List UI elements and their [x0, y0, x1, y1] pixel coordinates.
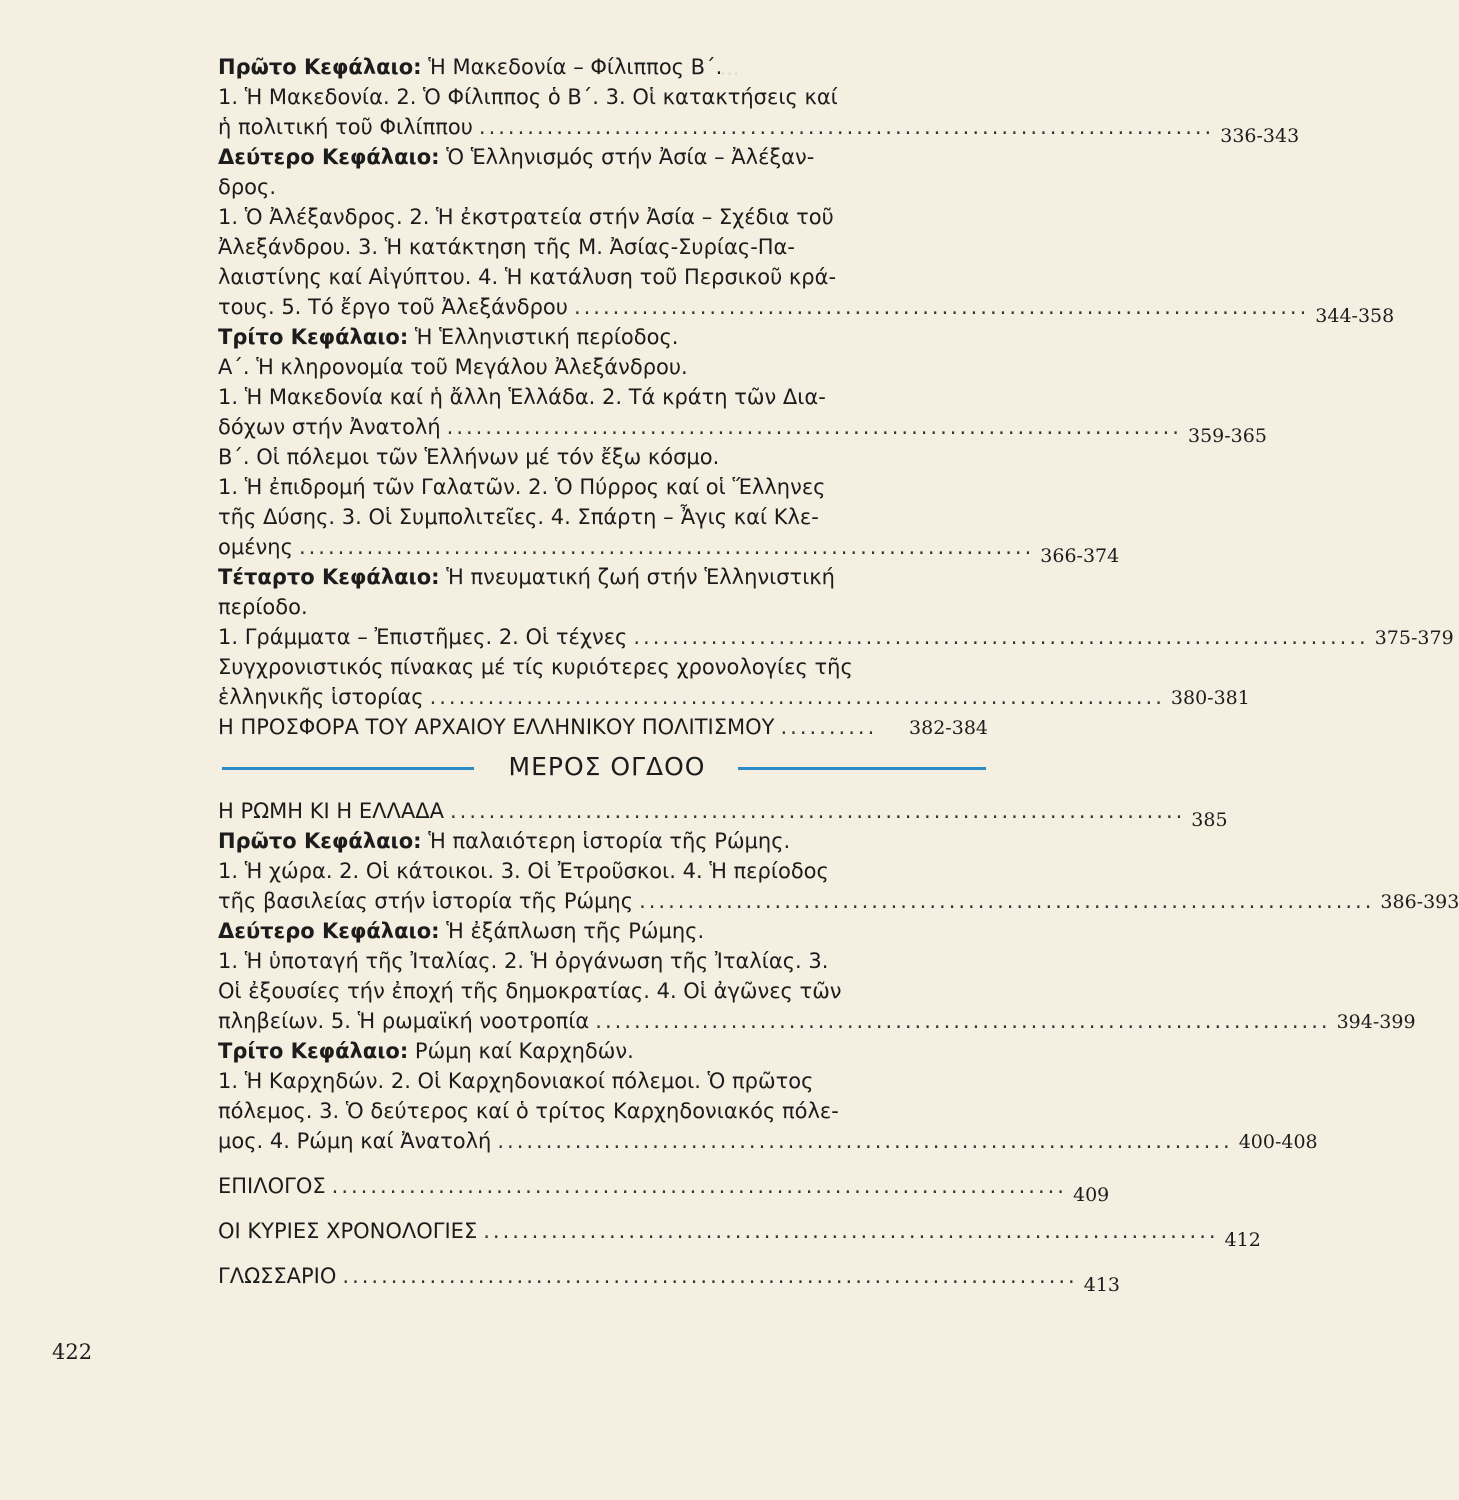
leader-dots: ..........	[780, 715, 878, 739]
leader-dots: ............................................................................	[483, 1219, 1219, 1243]
leader-dots: ............................................................................	[449, 799, 1186, 823]
leader-dots: ............................................................................	[342, 1264, 1078, 1288]
toc-line: 1. Ἡ Μακεδονία καί ἡ ἄλλη Ἑλλάδα. 2. Τά κράτη τῶν Δια-	[218, 385, 826, 409]
leader-dots: ............................................................................	[446, 415, 1182, 439]
toc-chapter-heading	[218, 1036, 988, 1066]
page-ref: 382-384	[909, 717, 988, 739]
chapter-title: Ἡ Ἑλληνιστική περίοδος.	[414, 325, 679, 349]
toc-line: δρος.	[218, 175, 277, 199]
leader-dots: ............................................................................	[478, 115, 1215, 139]
toc-entry	[218, 412, 1267, 447]
toc-line: Β΄. Οἱ πόλεμοι τῶν Ἑλλήνων μέ τόν ἔξω κόσμο.	[218, 445, 720, 469]
leader-dots: ............................................................................	[595, 1009, 1331, 1033]
toc-line: Συγχρονιστικός πίνακας μέ τίς κυριότερες χρονολογίες τῆς	[218, 655, 853, 679]
toc-line: μος. 4. Ρώμη καί Ἀνατολή	[218, 1129, 492, 1153]
leader-dots: ............................................................................	[497, 1129, 1233, 1153]
toc-line: Η ΡΩΜΗ ΚΙ Η ΕΛΛΑΔΑ	[218, 799, 444, 823]
toc-line: τους. 5. Τό ἔργο τοῦ Ἀλεξάνδρου	[218, 295, 568, 319]
page-ref: 375-379	[1374, 627, 1454, 649]
toc-line: Οἱ ἐξουσίες τήν ἐποχή τῆς δημοκρατίας. 4. Οἱ ἀγῶνες τῶν	[218, 979, 842, 1003]
toc-entry	[218, 1126, 1318, 1156]
part-title: ΜΕΡΟΣ ΟΓΔΟΟ	[508, 752, 706, 781]
toc-entry	[218, 796, 1228, 831]
toc-line: περίοδο.	[218, 595, 308, 619]
show-through-text: ···	[720, 62, 740, 86]
toc-entry	[218, 292, 1395, 327]
leader-dots: ............................................................................	[639, 889, 1375, 913]
toc-line: ΟΙ ΚΥΡΙΕΣ ΧΡΟΝΟΛΟΓΙΕΣ	[218, 1219, 478, 1243]
chapter-title: Ἡ ἐξάπλωση τῆς Ρώμης.	[446, 919, 705, 943]
page-ref: 366-374	[1040, 545, 1120, 567]
toc-line: ἡ πολιτική τοῦ Φιλίππου	[218, 115, 473, 139]
page-ref: 344-358	[1315, 305, 1395, 327]
toc-chapter-heading	[218, 322, 988, 352]
leader-dots: ............................................................................	[331, 1174, 1067, 1198]
toc-line: 1. Γράμματα – Ἐπιστῆμες. 2. Οἱ τέχνες	[218, 625, 628, 649]
chapter-label: Τρίτο Κεφάλαιο:	[218, 1039, 409, 1063]
leader-dots: ............................................................................	[298, 535, 1035, 559]
page-ref: 380-381	[1170, 687, 1250, 709]
toc-entry	[218, 532, 1120, 567]
page-ref: 409	[1072, 1184, 1110, 1206]
page-ref: 413	[1083, 1274, 1120, 1296]
toc-line: τῆς Δύσης. 3. Οἱ Συμπολιτεῖες. 4. Σπάρτη – Ἆγις καί Κλε-	[218, 505, 819, 529]
chapter-label: Τρίτο Κεφάλαιο:	[218, 325, 409, 349]
toc-entry	[218, 622, 1454, 652]
table-of-contents	[218, 52, 1459, 1296]
toc-line: 1. Ἡ ὑποταγή τῆς Ἰταλίας. 2. Ἡ ὀργάνωση τῆς Ἰταλίας. 3.	[218, 949, 829, 973]
leader-dots: ............................................................................	[633, 625, 1369, 649]
heading-rule	[738, 767, 986, 770]
toc-line: λαιστίνης καί Αἰγύπτου. 4. Ἡ κατάλυση τοῦ Περσικοῦ κρά-	[218, 265, 837, 289]
chapter-label: Δεύτερο Κεφάλαιο:	[218, 145, 440, 169]
toc-line: 1. Ἡ χώρα. 2. Οἱ κάτοικοι. 3. Οἱ Ἐτροῦσκοι. 4. Ἡ περίοδος	[218, 859, 829, 883]
chapter-label: Δεύτερο Κεφάλαιο:	[218, 919, 440, 943]
page-ref: 394-399	[1336, 1011, 1416, 1033]
page-number: 422	[52, 1340, 93, 1364]
leader-dots: ............................................................................	[573, 295, 1310, 319]
toc-line: δόχων στήν Ἀνατολή	[218, 415, 441, 439]
toc-line: πόλεμος. 3. Ὁ δεύτερος καί ὁ τρίτος Καρχηδονιακός πόλε-	[218, 1099, 839, 1123]
toc-entry	[218, 112, 1300, 147]
toc-entry	[218, 1216, 1261, 1251]
page-ref: 385	[1191, 809, 1228, 831]
chapter-label: Πρῶτο Κεφάλαιο:	[218, 829, 422, 853]
page-ref: 412	[1224, 1229, 1261, 1251]
leader-dots: ............................................................................	[429, 685, 1165, 709]
toc-chapter-heading	[218, 916, 988, 946]
chapter-title: Ὁ Ἑλληνισμός στήν Ἀσία – Ἀλέξαν-	[446, 145, 815, 169]
toc-entry	[218, 1261, 1120, 1296]
page-ref: 359-365	[1187, 425, 1267, 447]
toc-line: 1. Ἡ ἐπιδρομή τῶν Γαλατῶν. 2. Ὁ Πύρρος καί οἱ Ἕλληνες	[218, 475, 826, 499]
toc-line: Ἀλεξάνδρου. 3. Ἡ κατάκτηση τῆς Μ. Ἀσίας-Συρίας-Πα-	[218, 235, 795, 259]
toc-entry	[218, 1171, 1110, 1206]
toc-entry	[218, 682, 1250, 712]
toc-line: ΕΠΙΛΟΓΟΣ	[218, 1174, 326, 1198]
page-ref: 336-343	[1220, 125, 1300, 147]
toc-chapter-heading	[218, 52, 988, 82]
toc-line: 1. Ἡ Μακεδονία. 2. Ὁ Φίλιππος ὁ Β΄. 3. Οἱ κατακτήσεις καί	[218, 85, 838, 109]
toc-line: ΓΛΩΣΣΑΡΙΟ	[218, 1264, 337, 1288]
toc-line: τῆς βασιλείας στήν ἱστορία τῆς Ρώμης	[218, 889, 634, 913]
toc-line: ἑλληνικῆς ἱστορίας	[218, 685, 424, 709]
toc-line: πληβείων. 5. Ἡ ρωμαϊκή νοοτροπία	[218, 1009, 590, 1033]
toc-line: 1. Ὁ Ἀλέξανδρος. 2. Ἡ ἐκστρατεία στήν Ἀσία – Σχέδια τοῦ	[218, 205, 834, 229]
toc-entry	[218, 1006, 1416, 1036]
chapter-title: Ρώμη καί Καρχηδών.	[414, 1039, 634, 1063]
chapter-title: Ἡ παλαιότερη ἱστορία τῆς Ρώμης.	[428, 829, 791, 853]
toc-chapter-heading	[218, 562, 988, 592]
toc-entry	[218, 886, 1459, 916]
toc-line: ομένης	[218, 535, 293, 559]
chapter-title: Ἡ Μακεδονία – Φίλιππος Β΄.	[428, 55, 723, 79]
toc-line: Α΄. Ἡ κληρονομία τοῦ Μεγάλου Ἀλεξάνδρου.	[218, 355, 688, 379]
toc-line: Η ΠΡΟΣΦΟΡΑ ΤΟΥ ΑΡΧΑΙΟΥ ΕΛΛΗΝΙΚΟΥ ΠΟΛΙΤΙΣΜΟΥ	[218, 715, 775, 739]
page-ref: 400-408	[1238, 1131, 1318, 1153]
chapter-label: Τέταρτο Κεφάλαιο:	[218, 565, 440, 589]
toc-entry	[218, 712, 988, 742]
toc-chapter-heading	[218, 826, 988, 856]
chapter-label: Πρῶτο Κεφάλαιο:	[218, 55, 422, 79]
toc-line: 1. Ἡ Καρχηδών. 2. Οἱ Καρχηδονιακοί πόλεμοι. Ὁ πρῶτος	[218, 1069, 814, 1093]
toc-chapter-heading	[218, 142, 988, 172]
heading-rule	[222, 767, 474, 770]
part-heading	[218, 746, 988, 790]
page-ref: 386-393	[1380, 891, 1459, 913]
chapter-title: Ἡ πνευματική ζωή στήν Ἑλληνιστική	[446, 565, 835, 589]
